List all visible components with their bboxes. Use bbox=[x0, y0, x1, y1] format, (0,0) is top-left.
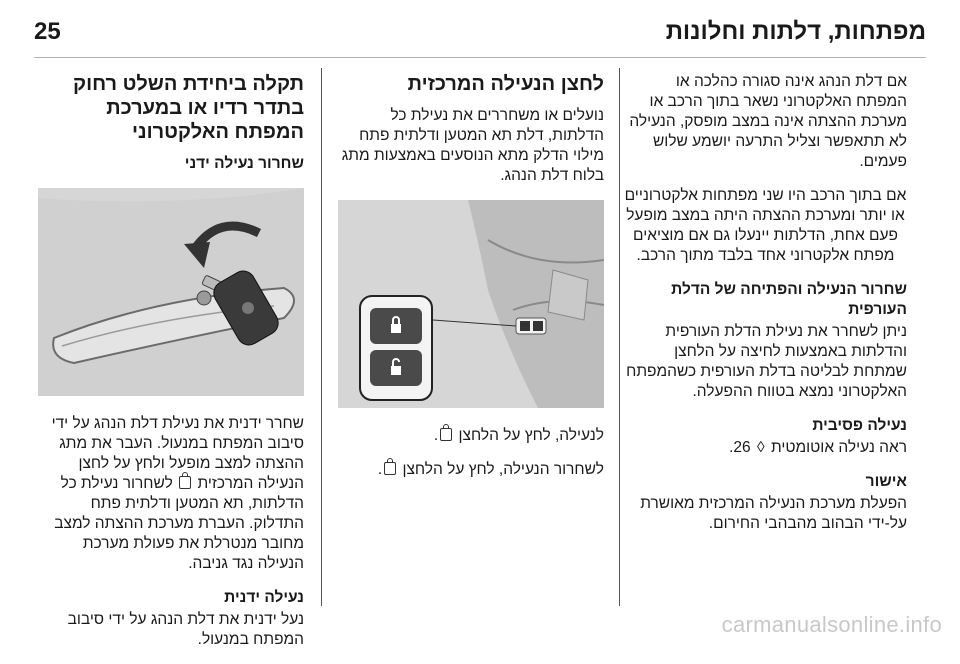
padlock-icon bbox=[440, 428, 452, 441]
door-panel-lock-switch-illustration bbox=[338, 200, 604, 408]
tailgate-unlock-heading: שחרור הנעילה והפתיחה של הדלת העורפית bbox=[671, 281, 907, 318]
left-column bbox=[34, 72, 304, 664]
manual-unlock-paragraph bbox=[34, 414, 304, 574]
manual-lock-heading: נעילה ידנית bbox=[224, 589, 304, 606]
central-lock-button-heading: לחצן הנעילה המרכזית bbox=[407, 73, 604, 95]
door-panel-svg bbox=[338, 200, 604, 408]
unlock-caption: לשחרור הנעילה, לחץ על הלחצן . bbox=[377, 461, 604, 478]
right-column bbox=[624, 72, 907, 548]
column-divider-right bbox=[619, 68, 620, 606]
passive-locking-paragraph bbox=[624, 438, 907, 458]
lock-caption-text: לנעילה, לחץ על הלחצן bbox=[458, 427, 604, 444]
lock-caption: לנעילה, לחץ על הלחצן . bbox=[433, 427, 604, 444]
door-not-closed-paragraph: אם דלת הנהג אינה סגורה כהלכה או המפתח האלקטרוני נשאר בתוך הרכב או מערכת ההצתה אינה במצב מופסק, הנעילה לא תתאפשר וצליל התרעה יושמע שלוש פעמים. bbox=[629, 73, 907, 170]
page-title: מפתחות, דלתות וחלונות bbox=[665, 18, 926, 45]
manual-unlock-heading: שחרור נעילה ידני bbox=[184, 155, 304, 172]
manual-unlock-text-b: לשחרור נעילת כל הדלתות, תא המטען ודלתית פתח התדלוק. העברת מערכת ההצתה למצב מחובר מנטרלת את פעולת מערכת הנעילה נגד גניבה. bbox=[54, 475, 304, 572]
passive-locking-heading: נעילה פסיבית bbox=[812, 417, 907, 434]
manual-unlock-text-a: שחרר ידנית את נעילת דלת הנהג על ידי סיבוב המפתח במנעול. העבר את מתג ההצתה למצב מופעל ולחץ על לחצן הנעילה המרכזית bbox=[51, 415, 304, 492]
triangle-arrow-icon: ◊ bbox=[756, 439, 765, 456]
header-rule bbox=[34, 57, 926, 58]
confirmation-heading: אישור bbox=[865, 473, 907, 490]
watermark: carmanualsonline.info bbox=[721, 612, 942, 637]
column-divider-left bbox=[321, 68, 322, 606]
multiple-keys-paragraph: אם בתוך הרכב היו שני מפתחות אלקטרוניים או יותר ומערכת ההצתה היתה במצב מופעל פעם אחת, הדלתות יינעלו גם אם מוציאים מפתח אלקטרוני אחד בלבד מתוך הרכב. bbox=[624, 187, 907, 264]
passive-locking-page-ref: 26. bbox=[729, 439, 751, 456]
central-lock-paragraph: נועלים או משחררים את נעילת כל הדלתות, דלת תא המטען ודלתית פתח מילוי הדלק מתא הנוסעים באמצעות מתג בלוח דלת הנהג. bbox=[341, 107, 604, 184]
page-number: 25 bbox=[34, 18, 61, 45]
page-header bbox=[34, 12, 926, 52]
confirmation-paragraph: הפעלת מערכת הנעילה המרכזית מאושרת על-ידי הבהוב מהבהבי החירום. bbox=[640, 495, 907, 532]
manual-lock-paragraph: נעל ידנית את דלת הנהג על ידי סיבוב המפתח במנעול. bbox=[67, 611, 304, 648]
padlock-open-icon bbox=[384, 462, 396, 475]
middle-column bbox=[338, 72, 604, 494]
remote-fault-heading: תקלה ביחידת השלט רחוק בתדר רדיו או במערכת המפתח האלקטרוני bbox=[73, 73, 304, 143]
key-in-door-lock-illustration bbox=[38, 188, 304, 396]
unlock-caption-text: לשחרור הנעילה, לחץ על הלחצן bbox=[402, 461, 604, 478]
padlock-icon bbox=[179, 476, 191, 489]
passive-locking-text: ראה נעילה אוטומטית bbox=[770, 439, 907, 456]
tailgate-unlock-paragraph: ניתן לשחרר את נעילת הדלת העורפית והדלתות באמצעות לחיצה על הלחצן שמתחת לבליטה בדלת העורפית כשהמפתח האלקטרוני נמצא בטווח ההפעלה. bbox=[626, 323, 907, 400]
door-handle-svg bbox=[38, 188, 304, 396]
